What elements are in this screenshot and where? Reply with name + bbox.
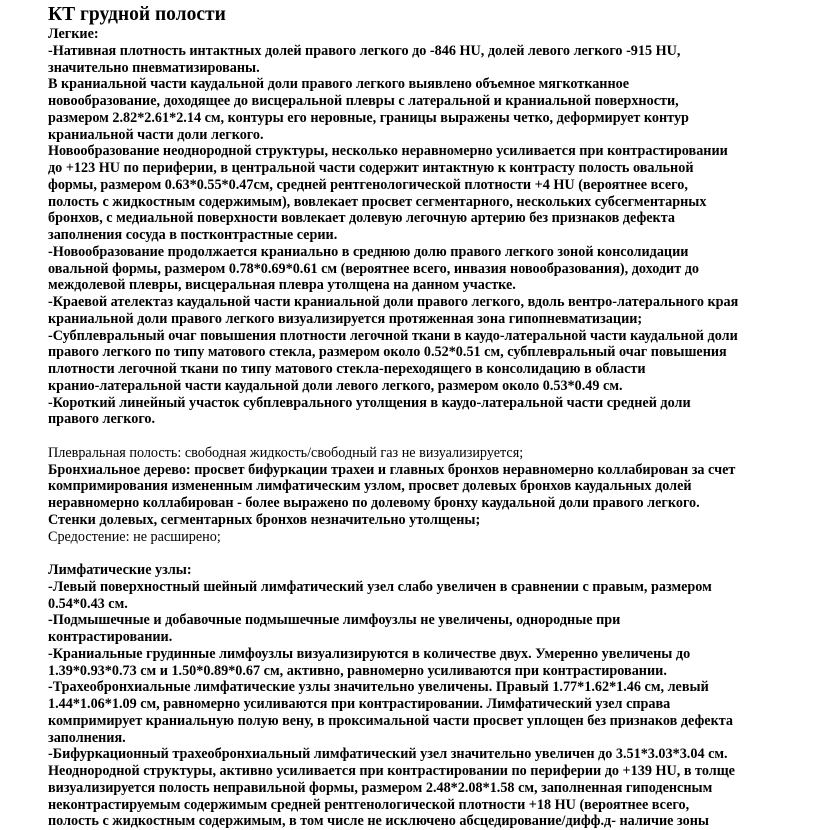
text-line: краниальной доли правого легкого визуализируется протяженная зона гипопневматизации; bbox=[48, 310, 643, 327]
text-line: -Нативная плотность интактных долей правого легкого до -846 HU, долей левого легкого -915 HU, bbox=[48, 42, 681, 59]
text-line: до +123 HU по периферии, в центральной части содержит интактную к контрасту полость овальной bbox=[48, 160, 694, 176]
text-line: Неоднородной структуры, активно усиливается при контрастировании по периферии до +139 HU, в толще bbox=[48, 763, 735, 779]
text-line: краниальной части доли легкого. bbox=[48, 126, 264, 143]
text-line: Бронхиальное дерево: просвет бифуркации трахеи и главных бронхов неравномерно коллабирован за счет bbox=[48, 461, 736, 478]
text-line: -Бифуркационный трахеобронхиальный лимфатический узел значительно увеличен до 3.51*3.03*3.04 см. bbox=[48, 746, 728, 763]
text-line: правого легкого по типу матового стекла, размером около 0.52*0.51 см, субплевральный очаг повышения bbox=[48, 344, 727, 361]
text-line: 1.39*0.93*0.73 см и 1.50*0.89*0.67 см, активно, равномерно усиливаются при контрастировании. bbox=[48, 662, 667, 679]
text-line: компримирует краниальную полую вену, в проксимальной части просвет уплощен без признаков дефекта bbox=[48, 712, 733, 729]
pleura-line: Плевральная полость: свободная жидкость/свободный газ не визуализируется; bbox=[48, 444, 524, 461]
text-line: Стенки долевых, сегментарных бронхов незначительно утолщены; bbox=[48, 511, 481, 528]
report-title: КТ грудной полости bbox=[48, 4, 226, 25]
text-line: -Краевой ателектаз каудальной части краниальной доли правого легкого, вдоль вентро-латерального края bbox=[48, 294, 739, 310]
text-line: заполнения сосуда в постконтрастные серии. bbox=[48, 227, 338, 243]
text-line: -Короткий линейный участок субплеврального утолщения в каудо-латеральной части средней доли bbox=[48, 394, 691, 411]
text-line: овальной формы, размером 0.78*0.69*0.61 см (вероятнее всего, инвазия новообразования), доходит до bbox=[48, 260, 700, 277]
text-line: полость с жидкостным содержимым, в том числе не исключено абсцедирование/дифф.д- наличие зоны bbox=[48, 813, 709, 830]
text-line: визуализируется полость неправильной формы, размером 2.48*2.08*1.58 см, заполненная гиподенсным bbox=[48, 779, 713, 796]
text-line: заполнения. bbox=[48, 729, 126, 746]
text-line: неконтрастируемым содержимым средней рентгенологической плотности +18 HU (вероятнее всего, bbox=[48, 796, 690, 813]
text-line: плотности легочной ткани по типу матового стекла-переходящего в консолидацию в области bbox=[48, 361, 646, 377]
text-line: контрастировании. bbox=[48, 629, 173, 645]
lymph-nodes-heading: Лимфатические узлы: bbox=[48, 562, 192, 578]
text-line: компримирования измененным лимфатическим узлом, просвет долевых бронхов каудальных долей bbox=[48, 478, 692, 495]
text-line: -Подмышечные и добавочные подмышечные лимфоузлы не увеличены, однородные при bbox=[48, 612, 621, 629]
text-line: Новообразование неоднородной структуры, несколько неравномерно усиливается при контрастировании bbox=[48, 143, 728, 160]
lymph-nodes-section bbox=[48, 579, 808, 830]
text-line: 1.44*1.06*1.09 см, равномерно усиливаются при контрастировании. Лимфатический узел справа bbox=[48, 696, 671, 712]
text-line: кранио-латеральной части каудальной доли левого легкого, размером около 0.53*0.49 см. bbox=[48, 377, 623, 394]
lungs-section bbox=[48, 43, 808, 428]
text-line: -Левый поверхностный шейный лимфатический узел слабо увеличен в сравнении с правым, размером bbox=[48, 578, 712, 595]
text-line: -Субплевральный очаг повышения плотности легочной ткани в каудо-латеральной части каудальной доли bbox=[48, 327, 738, 344]
text-line: бронхов, с медиальной поверхности вовлекает долевую легочную артерию без признаков дефекта bbox=[48, 210, 675, 227]
text-line: размером 2.82*2.61*2.14 см, контуры его неровные, границы выражены четко, деформирует контур bbox=[48, 109, 689, 126]
text-line: -Новообразование продолжается краниально в среднюю долю правого легкого зоной консолидации bbox=[48, 243, 689, 260]
ct-report bbox=[48, 4, 808, 830]
bronchi-section bbox=[48, 462, 808, 529]
text-line: новообразование, доходящее до висцеральной плевры с латеральной и краниальной поверхности, bbox=[48, 93, 679, 109]
text-line: -Краниальные грудинные лимфоузлы визуализируются в количестве двух. Умеренно увеличены до bbox=[48, 645, 691, 662]
text-line: полость с жидкостным содержимым), вовлекает просвет сегментарного, нескольких субсегментарных bbox=[48, 193, 707, 210]
text-line: 0.54*0.43 см. bbox=[48, 595, 128, 612]
text-line: формы, размером 0.63*0.55*0.47см, средней рентгенологической плотности +4 HU (вероятнее всего, bbox=[48, 176, 688, 193]
text-line: неравномерно коллабирован - более выражено по долевому бронху каудальной доли правого легкого. bbox=[48, 495, 700, 511]
text-line: -Трахеобронхиальные лимфатические узлы значительно увеличены. Правый 1.77*1.62*1.46 см, левый bbox=[48, 679, 709, 696]
text-line: правого легкого. bbox=[48, 411, 156, 428]
text-line: В краниальной части каудальной доли правого легкого выявлено объемное мягкотканное bbox=[48, 76, 630, 93]
spacer bbox=[48, 545, 808, 562]
spacer bbox=[48, 428, 808, 445]
lungs-heading: Легкие: bbox=[48, 26, 99, 42]
mediastinum-line: Средостение: не расширено; bbox=[48, 528, 221, 545]
text-line: значительно пневматизированы. bbox=[48, 59, 260, 76]
text-line: междолевой плевры, висцеральная плевра утолщена на данном участке. bbox=[48, 277, 516, 294]
